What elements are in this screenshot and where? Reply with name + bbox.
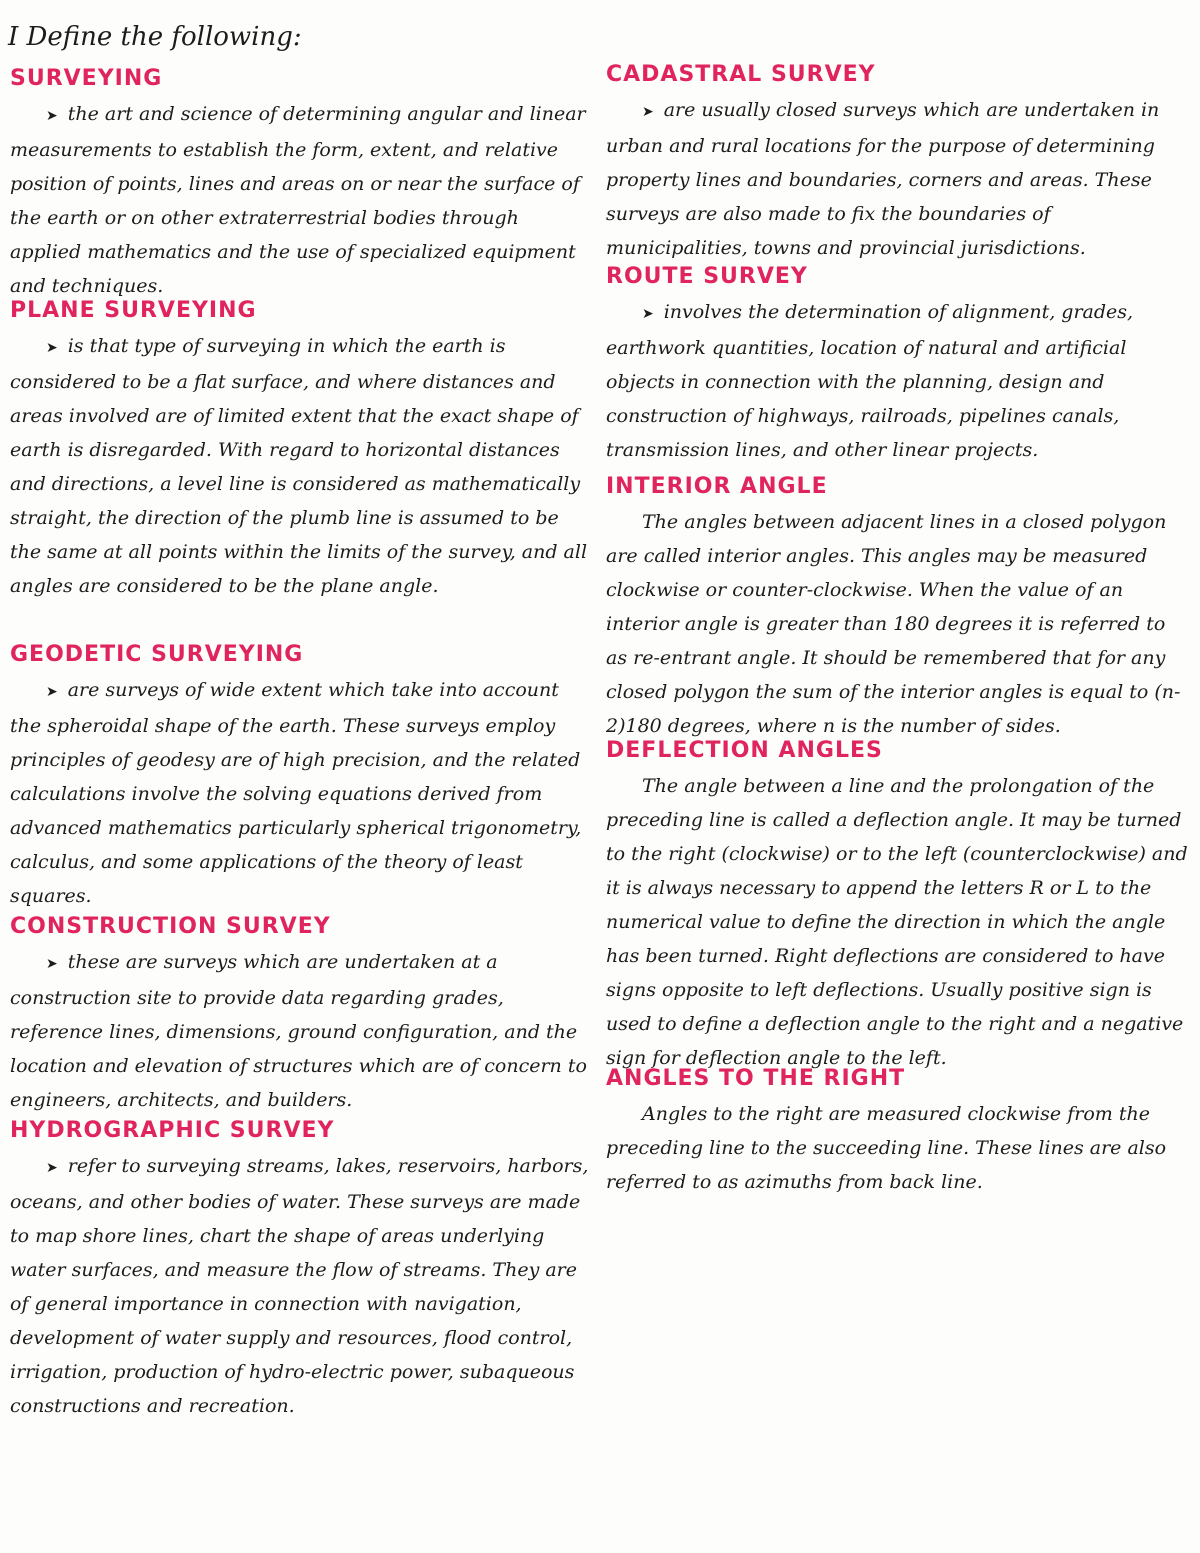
section-body: ➤ refer to surveying streams, lakes, reservoirs, harbors, oceans, and other bodies of water. These surveys are made to map shore lines, chart the shape of areas underlying water surfaces, and measure the flow of streams. They are of general importance in connection with navigation, development of water supply and resources, flood control, irrigation, production of hydro-electric power, subaqueous constructions and recreation. xyxy=(10,1155,589,1417)
section-body: Angles to the right are measured clockwise from the preceding line to the succeeding line. These lines are also referred to as azimuths from back line. xyxy=(606,1103,1167,1193)
section-plane-surveying xyxy=(10,298,590,603)
section-heading: CONSTRUCTION SURVEY xyxy=(10,914,331,939)
page-title: I Define the following: xyxy=(8,22,302,52)
section-body: The angles between adjacent lines in a closed polygon are called interior angles. This angles may be measured clockwise or counter-clockwise. When the value of an interior angle is greater than 180 degrees it is referred to as re-entrant angle. It should be remembered that for any closed polygon the sum of the interior angles is equal to (n-2)180 degrees, where n is the number of sides. xyxy=(606,511,1181,737)
section-heading: GEODETIC SURVEYING xyxy=(10,642,304,667)
section-heading: ANGLES TO THE RIGHT xyxy=(606,1066,906,1091)
section-body: ➤ is that type of surveying in which the earth is considered to be a flat surface, and where distances and areas involved are of limited extent that the exact shape of earth is disregarded. With regard to horizontal distances and directions, a level line is considered as mathematically straight, the direction of the plumb line is assumed to be the same at all points within the limits of the survey, and all angles are considered to be the plane angle. xyxy=(10,335,588,597)
bullet-icon: ➤ xyxy=(46,1160,58,1176)
section-body: ➤ are surveys of wide extent which take into account the spheroidal shape of the earth. These surveys employ principles of geodesy are of high precision, and the related calculations involve the solving equations derived from advanced mathematics particularly spherical trigonometry, calculus, and some applications of the theory of least squares. xyxy=(10,679,582,907)
section-body: ➤ the art and science of determining angular and linear measurements to establish the form, extent, and relative position of points, lines and areas on or near the surface of the earth or on other extraterrestrial bodies through applied mathematics and the use of specialized equipment and techniques. xyxy=(10,103,586,297)
section-heading: PLANE SURVEYING xyxy=(10,298,257,323)
section-surveying xyxy=(10,66,590,303)
bullet-icon: ➤ xyxy=(642,306,654,322)
section-body: ➤ are usually closed surveys which are undertaken in urban and rural locations for the purpose of determining property lines and boundaries, corners and areas. These surveys are also made to fix the boundaries of municipalities, towns and provincial jurisdictions. xyxy=(606,99,1160,259)
bullet-icon: ➤ xyxy=(46,956,58,972)
bullet-icon: ➤ xyxy=(46,340,58,356)
section-body: ➤ involves the determination of alignment, grades, earthwork quantities, location of natural and artificial objects in connection with the planning, design and construction of highways, railroads, pipelines canals, transmission lines, and other linear projects. xyxy=(606,301,1134,461)
section-deflection-angles xyxy=(606,738,1190,1075)
bullet-icon: ➤ xyxy=(46,684,58,700)
section-heading: HYDROGRAPHIC SURVEY xyxy=(10,1118,335,1143)
section-heading: ROUTE SURVEY xyxy=(606,264,808,289)
section-construction-survey xyxy=(10,914,590,1117)
section-route-survey xyxy=(606,264,1190,467)
section-heading: INTERIOR ANGLE xyxy=(606,474,828,499)
section-body: ➤ these are surveys which are undertaken at a construction site to provide data regarding grades, reference lines, dimensions, ground configuration, and the location and elevation of structures which are of concern to engineers, architects, and builders. xyxy=(10,951,587,1111)
bullet-icon: ➤ xyxy=(642,104,654,120)
section-heading: SURVEYING xyxy=(10,66,163,91)
section-heading: CADASTRAL SURVEY xyxy=(606,62,876,87)
section-cadastral-survey xyxy=(606,62,1190,265)
section-hydrographic-survey xyxy=(10,1118,590,1423)
bullet-icon: ➤ xyxy=(46,108,58,124)
section-angles-to-the-right xyxy=(606,1066,1190,1199)
section-heading: DEFLECTION ANGLES xyxy=(606,738,883,763)
section-interior-angle xyxy=(606,474,1190,743)
section-body: The angle between a line and the prolongation of the preceding line is called a deflection angle. It may be turned to the right (clockwise) or to the left (counterclockwise) and it is always necessary to append the letters R or L to the numerical value to define the direction in which the angle has been turned. Right deflections are considered to have signs opposite to left deflections. Usually positive sign is used to define a deflection angle to the right and a negative sign for deflection angle to the left. xyxy=(606,775,1188,1069)
section-geodetic-surveying xyxy=(10,642,590,913)
